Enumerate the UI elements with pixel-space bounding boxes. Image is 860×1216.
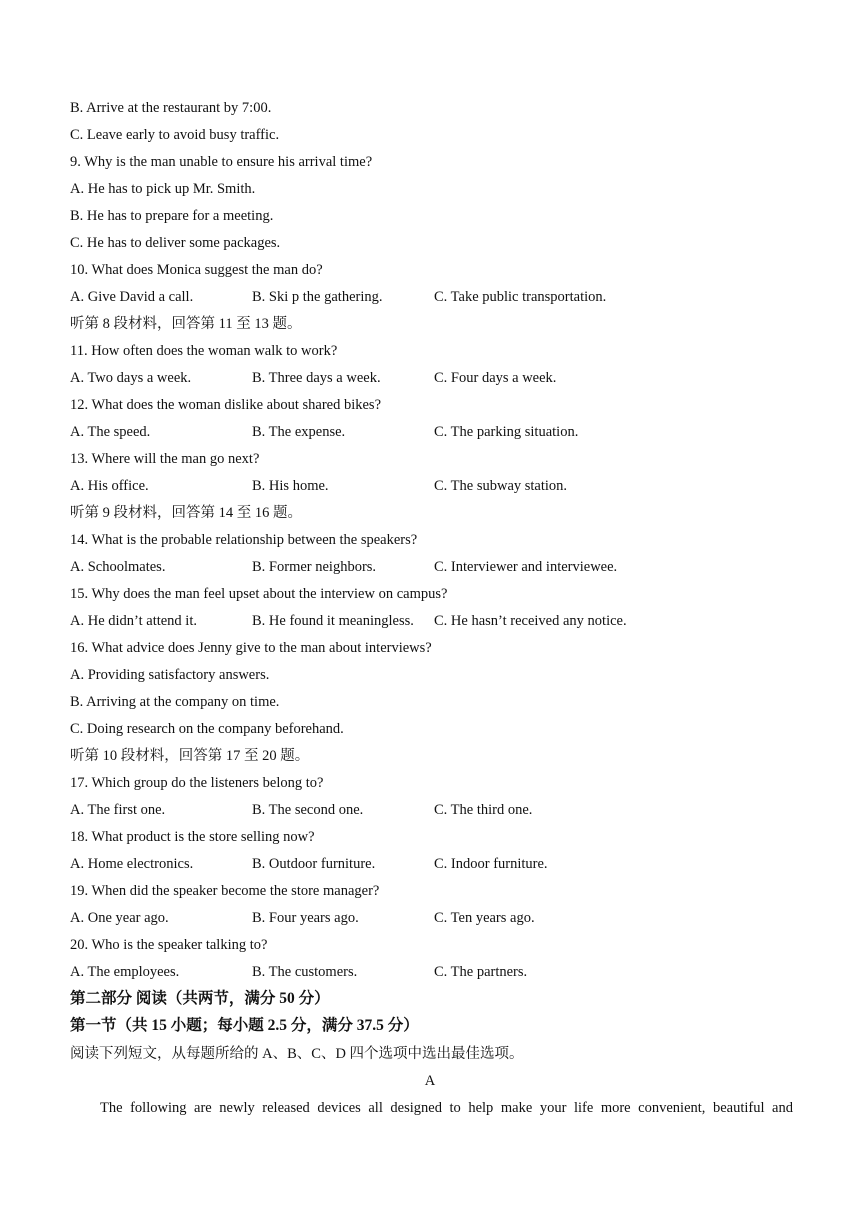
q17-option-b: B. The second one. <box>252 802 364 818</box>
q16-option-a: A. Providing satisfactory answers. <box>70 667 270 683</box>
q9-option-a: A. He has to pick up Mr. Smith. <box>70 181 256 197</box>
q17-text: 17. Which group do the listeners belong to? <box>70 775 324 791</box>
q18-option-a: A. Home electronics. <box>70 856 194 872</box>
q13-option-c: C. The subway station. <box>434 478 568 494</box>
q15-option-a: A. He didn’t attend it. <box>70 613 197 629</box>
q15-text: 15. Why does the man feel upset about the interview on campus? <box>70 586 448 602</box>
section10-intro: 听第 10 段材料，回答第 17 至 20 题。 <box>70 748 310 764</box>
q19-option-a: A. One year ago. <box>70 910 169 926</box>
q8-option-c: C. Leave early to avoid busy traffic. <box>70 127 280 143</box>
q16-option-c: C. Doing research on the company beforehand. <box>70 721 344 737</box>
q14-option-b: B. Former neighbors. <box>252 559 377 575</box>
q14-option-a: A. Schoolmates. <box>70 559 166 575</box>
q12-text: 12. What does the woman dislike about shared bikes? <box>70 397 382 413</box>
q9-text: 9. Why is the man unable to ensure his arrival time? <box>70 154 373 170</box>
section1-title: 第一节（共 15 小题；每小题 2.5 分，满分 37.5 分） <box>70 1017 419 1034</box>
q20-option-c: C. The partners. <box>434 964 528 980</box>
q19-option-c: C. Ten years ago. <box>434 910 535 926</box>
q13-option-a: A. His office. <box>70 478 149 494</box>
q15-option-c: C. He hasn’t received any notice. <box>434 613 627 629</box>
q20-option-b: B. The customers. <box>252 964 358 980</box>
reading-instruction: 阅读下列短文，从每题所给的 A、B、C、D 四个选项中选出最佳选项。 <box>70 1046 524 1062</box>
passage-first-line: The following are newly released devices all designed to help make your life more convenient, beautiful and <box>100 1100 793 1116</box>
q10-option-c: C. Take public transportation. <box>434 289 607 305</box>
q18-text: 18. What product is the store selling now? <box>70 829 315 845</box>
q20-option-a: A. The employees. <box>70 964 180 980</box>
q12-option-a: A. The speed. <box>70 424 151 440</box>
q10-option-a: A. Give David a call. <box>70 289 194 305</box>
q11-option-b: B. Three days a week. <box>252 370 381 386</box>
q19-text: 19. When did the speaker become the store manager? <box>70 883 380 899</box>
q20-text: 20. Who is the speaker talking to? <box>70 937 268 953</box>
q14-option-c: C. Interviewer and interviewee. <box>434 559 618 575</box>
passage-label: A <box>424 1073 436 1089</box>
q11-option-c: C. Four days a week. <box>434 370 557 386</box>
q16-text: 16. What advice does Jenny give to the man about interviews? <box>70 640 432 656</box>
q18-option-c: C. Indoor furniture. <box>434 856 548 872</box>
q19-option-b: B. Four years ago. <box>252 910 359 926</box>
q15-option-b: B. He found it meaningless. <box>252 613 414 629</box>
section8-intro: 听第 8 段材料，回答第 11 至 13 题。 <box>70 316 302 332</box>
q12-option-b: B. The expense. <box>252 424 346 440</box>
q17-option-c: C. The third one. <box>434 802 533 818</box>
q8-option-b: B. Arrive at the restaurant by 7:00. <box>70 100 272 116</box>
q16-option-b: B. Arriving at the company on time. <box>70 694 280 710</box>
q10-text: 10. What does Monica suggest the man do? <box>70 262 323 278</box>
q17-option-a: A. The first one. <box>70 802 166 818</box>
q12-option-c: C. The parking situation. <box>434 424 579 440</box>
section9-intro: 听第 9 段材料，回答第 14 至 16 题。 <box>70 505 302 521</box>
q10-option-b: B. Ski p the gathering. <box>252 289 383 305</box>
q11-text: 11. How often does the woman walk to work? <box>70 343 338 359</box>
q9-option-b: B. He has to prepare for a meeting. <box>70 208 274 224</box>
q13-text: 13. Where will the man go next? <box>70 451 260 467</box>
q9-option-c: C. He has to deliver some packages. <box>70 235 281 251</box>
q13-option-b: B. His home. <box>252 478 329 494</box>
q14-text: 14. What is the probable relationship between the speakers? <box>70 532 418 548</box>
q18-option-b: B. Outdoor furniture. <box>252 856 376 872</box>
part2-title: 第二部分 阅读（共两节，满分 50 分） <box>70 990 330 1007</box>
q11-option-a: A. Two days a week. <box>70 370 192 386</box>
